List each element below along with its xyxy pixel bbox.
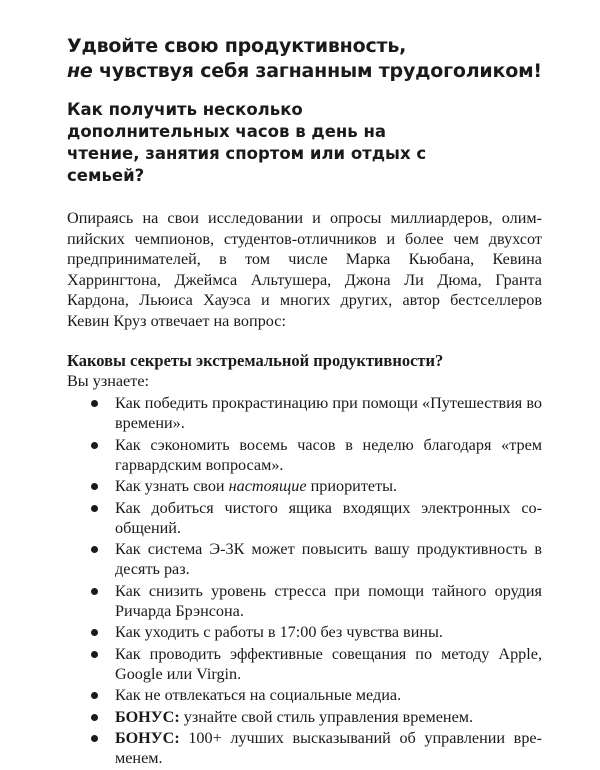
list-item: Как добиться чистого ящика входящих электронных сообщений. xyxy=(67,498,542,538)
list-item: БОНУС: 100+ лучших высказываний об управлении временем. xyxy=(67,728,542,768)
section-title: Каковы секреты экстремальной продуктивности? xyxy=(67,351,444,370)
section-lead: Вы узнаете: xyxy=(67,372,149,390)
list-item: Как победить прокрастинацию при помощи «Путешествия во времени». xyxy=(67,393,542,433)
headline xyxy=(67,34,542,84)
subheadline: Как получить несколько дополнительных часов в день на чтение, занятия спортом или отдых с семьей? xyxy=(67,100,427,185)
bullet-icon xyxy=(91,629,98,636)
list-item: Как сэкономить восемь часов в неделю благодаря «трем гарвардским вопросам». xyxy=(67,435,542,475)
bonus-label: БОНУС: xyxy=(115,729,180,747)
page xyxy=(67,34,542,770)
headline-emphasis: не xyxy=(67,60,93,82)
bonus-label: БОНУС: xyxy=(115,707,180,726)
bullet-icon xyxy=(91,483,98,490)
bullet-icon xyxy=(91,505,98,512)
list-item: Как проводить эффективные совещания по методу Apple, Google или Virgin. xyxy=(67,644,542,684)
bullet-icon xyxy=(91,692,98,699)
bullet-icon xyxy=(91,546,98,553)
bullet-icon xyxy=(91,651,98,658)
list-item: Как система Э-3К может повысить вашу продуктивность в десять раз. xyxy=(67,539,542,579)
intro-paragraph: Опираясь на свои исследовании и опросы миллиардеров, олимпийских чемпионов, студентов-отличников и более чем двухсот предпринимателей, в том числе Марка Кьюбана, Кевина Харрингтона, Джеймса Альтушера, Джона Ли Дюма, Гранта Кардона, Льюиса Хауэса и многих других, автор бестселлеров Кевин Круз отвечает на вопрос: xyxy=(67,209,542,330)
list-item: БОНУС: узнайте свой стиль управления временем. xyxy=(67,707,542,727)
bullet-icon xyxy=(91,400,98,407)
benefit-list xyxy=(67,393,542,768)
list-item: Как узнать свои настоящие приоритеты. xyxy=(67,476,542,496)
bullet-icon xyxy=(91,442,98,449)
list-item: Как снизить уровень стресса при помощи тайного орудия Ричарда Брэнсона. xyxy=(67,581,542,621)
bullet-icon xyxy=(91,735,98,742)
headline-line2: чувствуя себя загнанным трудоголиком! xyxy=(92,60,542,82)
list-item: Как не отвлекаться на социальные медиа. xyxy=(67,685,542,705)
bullet-icon xyxy=(91,714,98,721)
list-item: Как уходить с работы в 17:00 без чувства вины. xyxy=(67,622,542,642)
headline-line1: Удвойте свою продуктивность, xyxy=(67,35,407,57)
bullet-icon xyxy=(91,588,98,595)
